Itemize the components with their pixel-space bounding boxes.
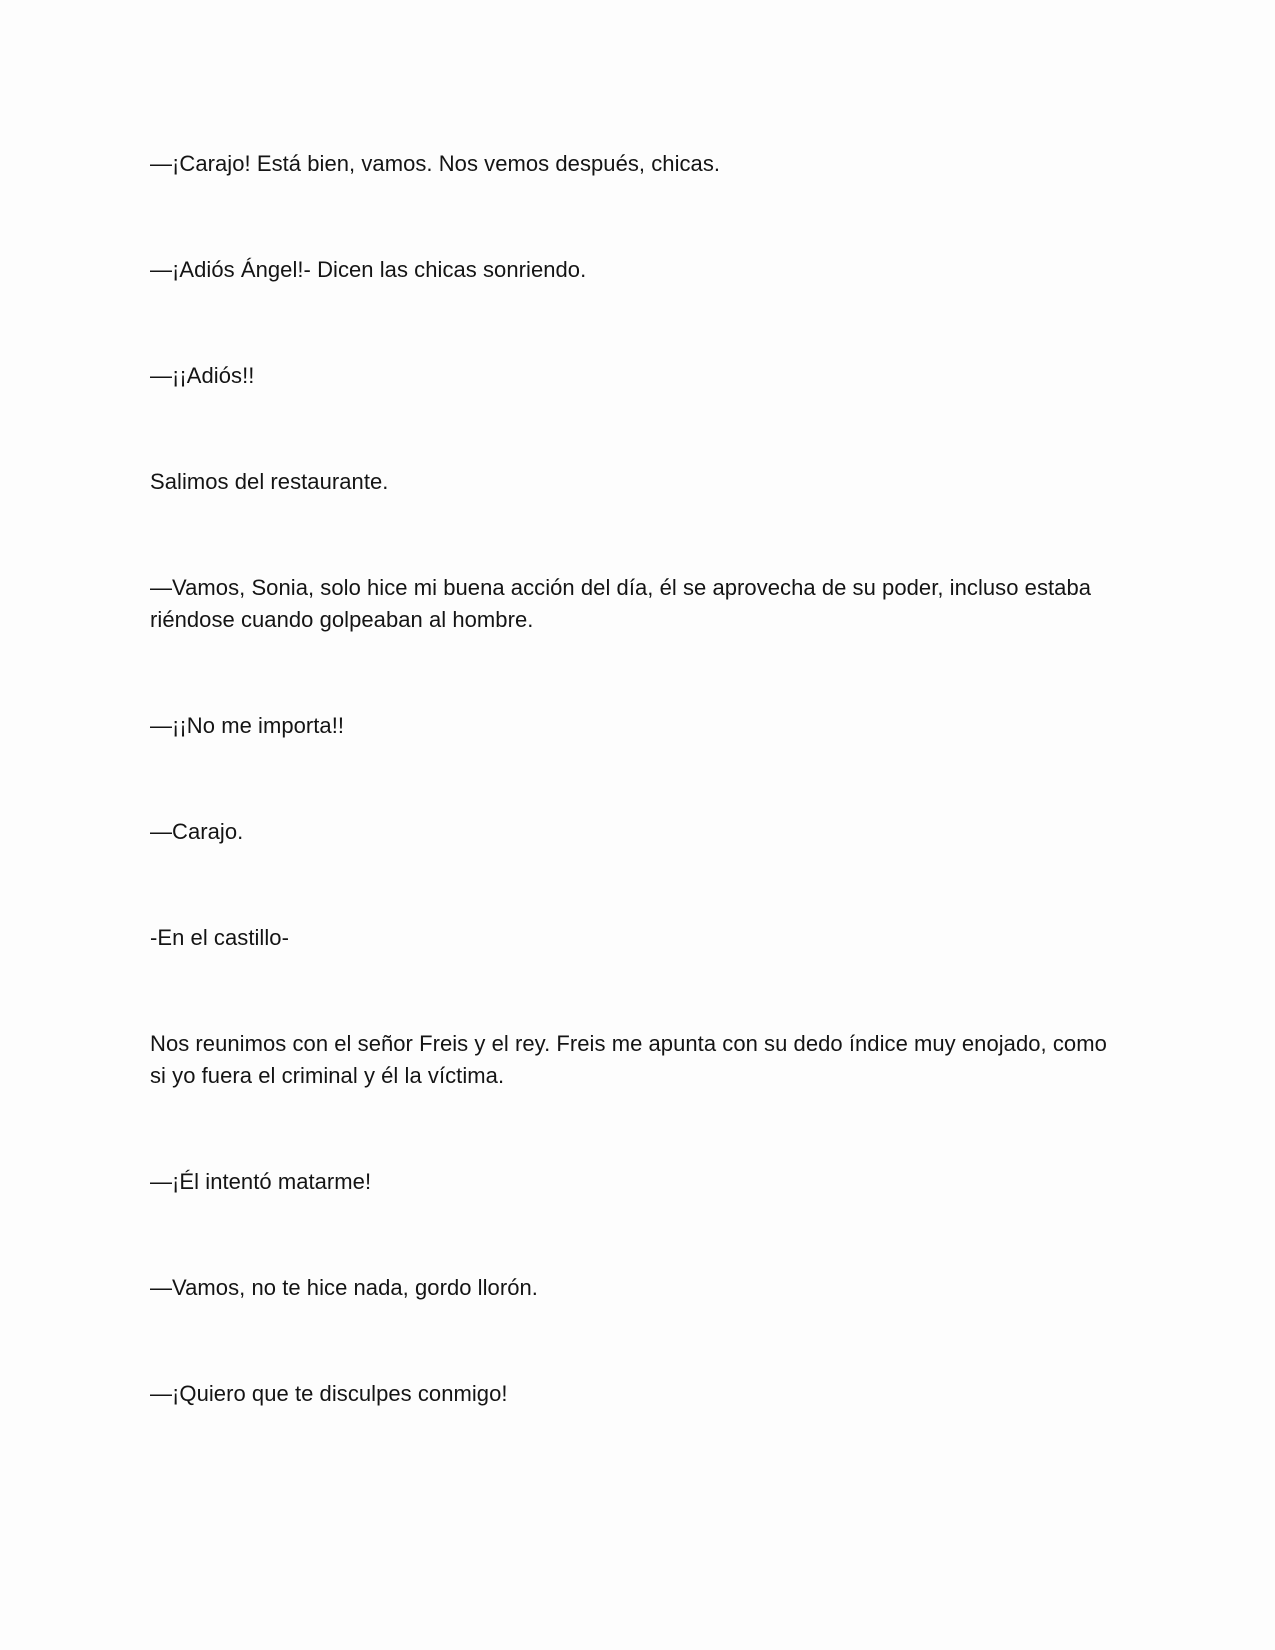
dialogue-paragraph: —¡Carajo! Está bien, vamos. Nos vemos después, chicas. — [150, 151, 721, 176]
dialogue-paragraph: —Vamos, Sonia, solo hice mi buena acción del día, él se aprovecha de su poder, incluso estaba riéndose cuando golpeaban al hombre. — [150, 575, 1092, 632]
dialogue-paragraph: —¡Adiós Ángel!- Dicen las chicas sonriendo. — [150, 257, 587, 282]
narration-paragraph: Salimos del restaurante. — [150, 469, 389, 494]
dialogue-paragraph: —¡Quiero que te disculpes conmigo! — [150, 1381, 508, 1406]
dialogue-paragraph: —¡Él intentó matarme! — [150, 1169, 372, 1194]
dialogue-paragraph: —¡¡Adiós!! — [150, 363, 255, 388]
scene-heading: -En el castillo- — [150, 925, 289, 950]
dialogue-paragraph: —Carajo. — [150, 819, 244, 844]
dialogue-paragraph: —¡¡No me importa!! — [150, 713, 345, 738]
dialogue-paragraph: —Vamos, no te hice nada, gordo llorón. — [150, 1275, 538, 1300]
narration-paragraph: Nos reunimos con el señor Freis y el rey. Freis me apunta con su dedo índice muy enojado, como si yo fuera el criminal y él la víctima. — [150, 1031, 1107, 1088]
